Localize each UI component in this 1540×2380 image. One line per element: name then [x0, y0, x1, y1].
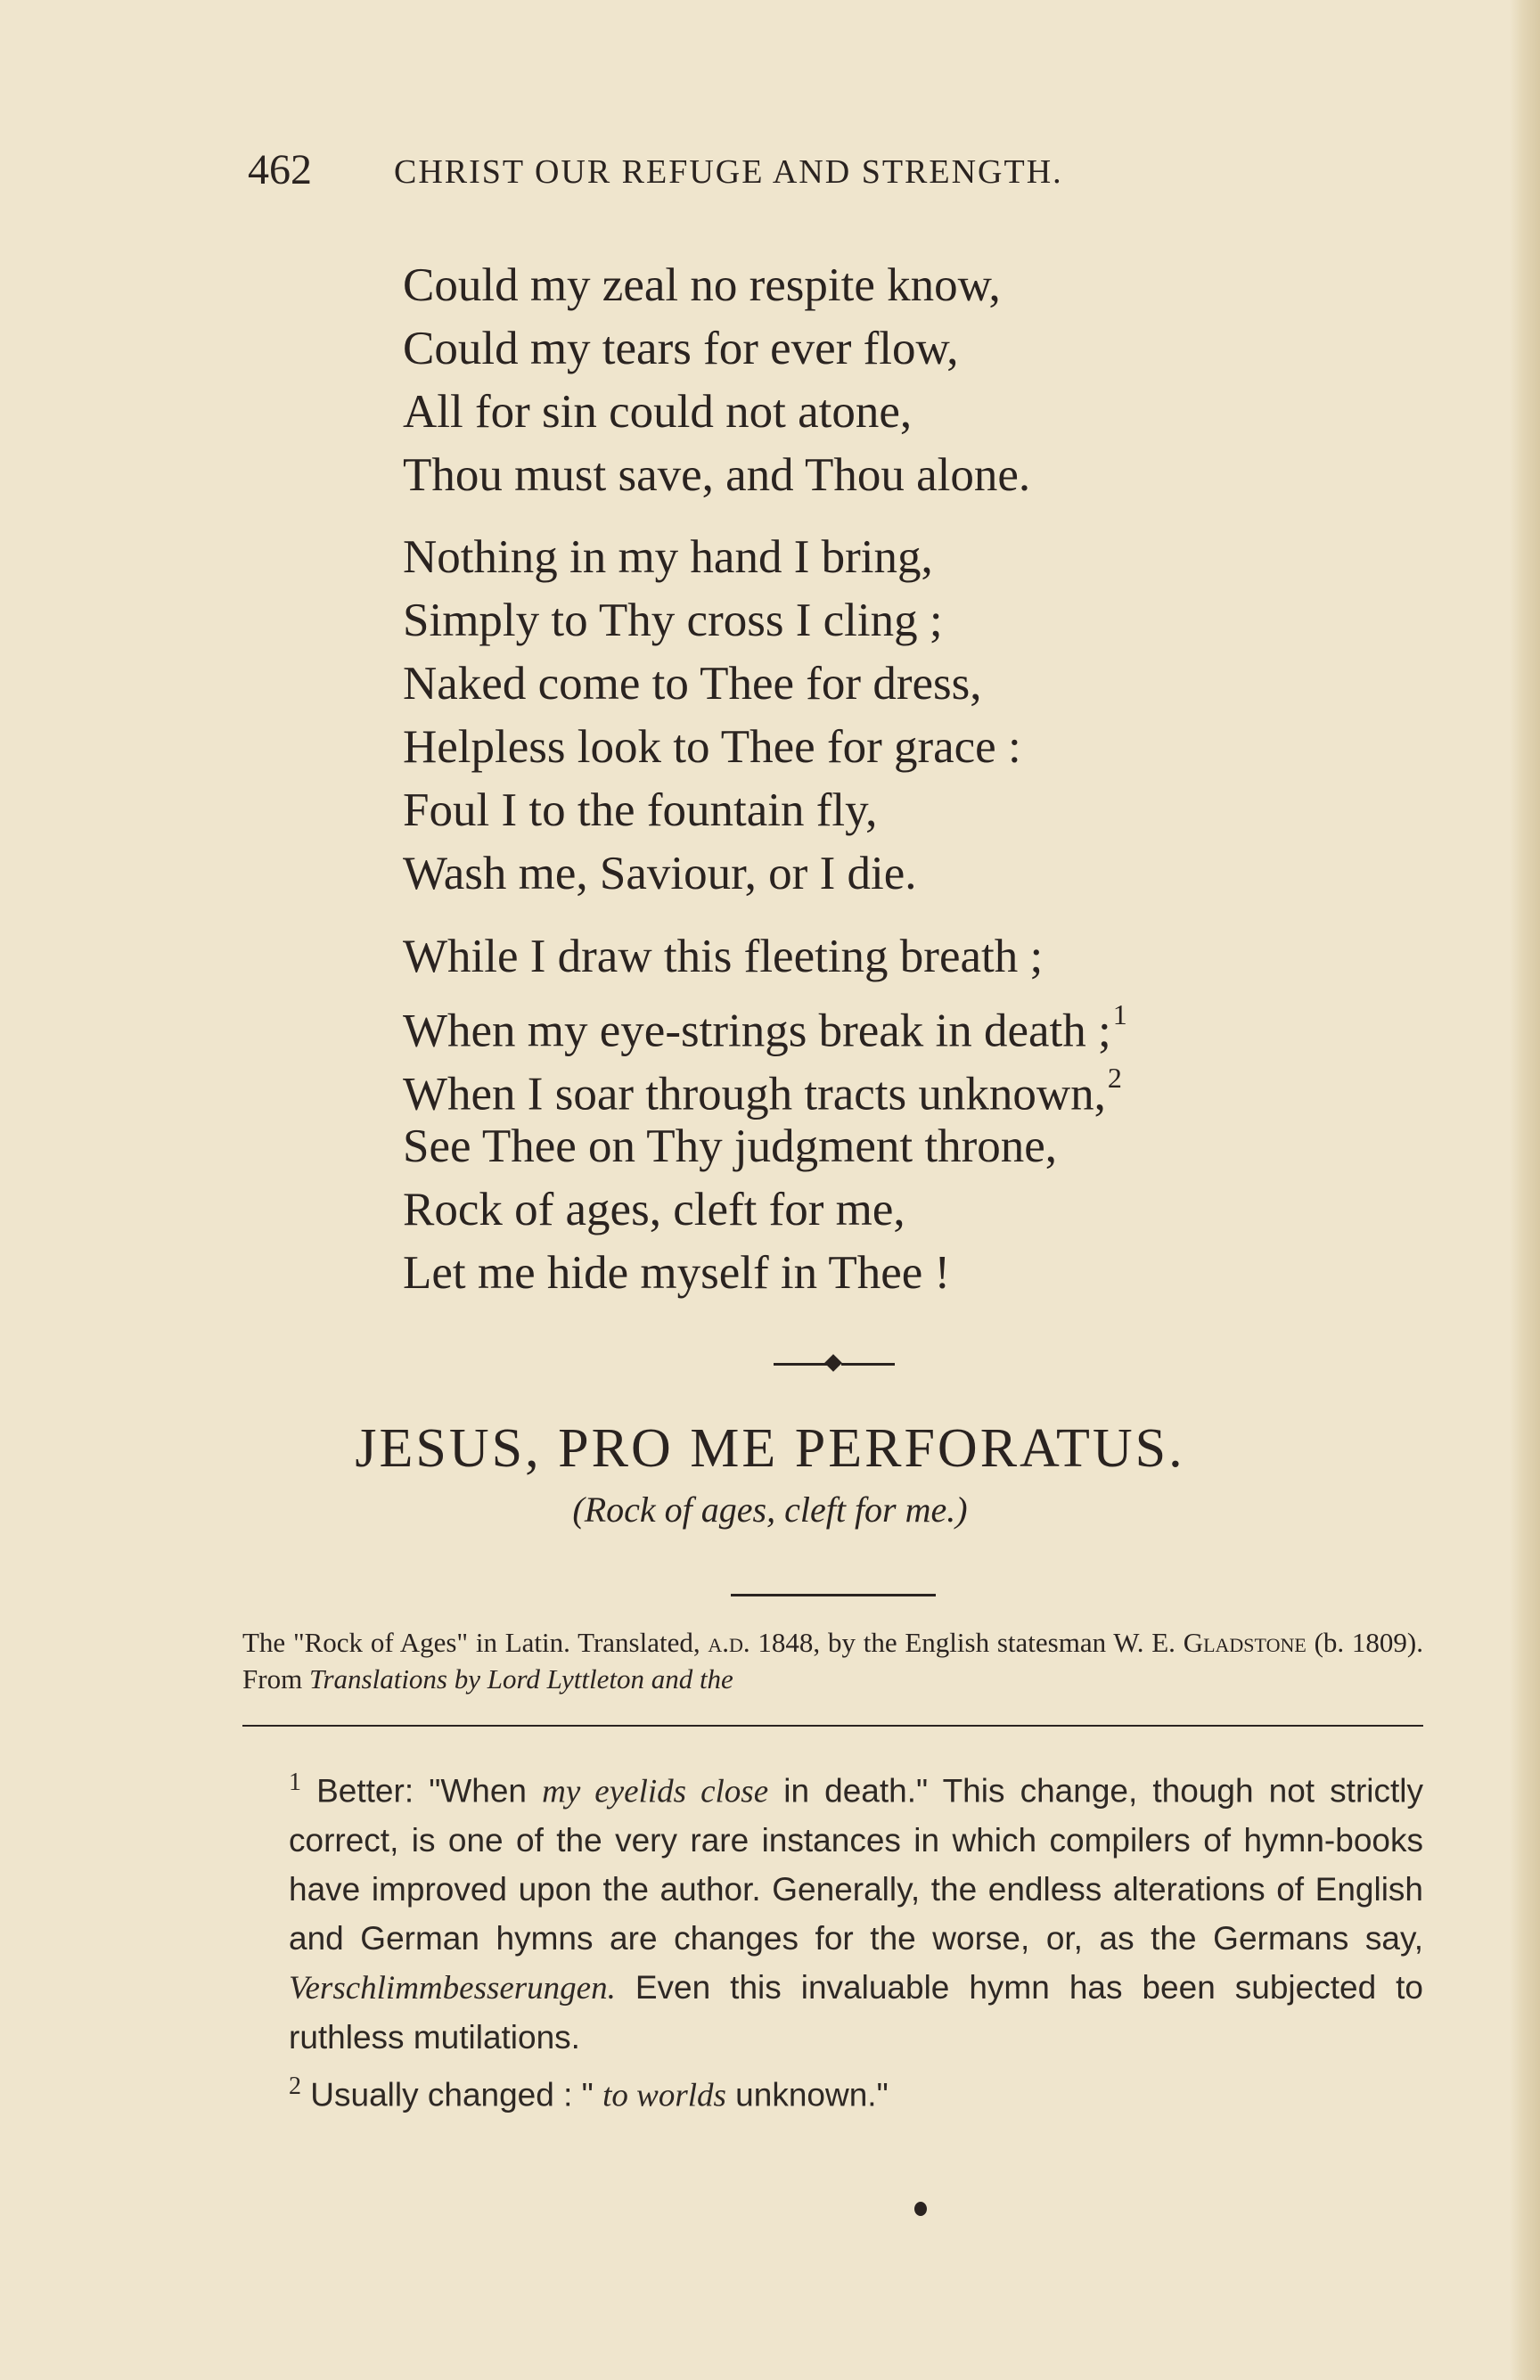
stanza-2 — [403, 526, 1383, 906]
verse-line: Rock of ages, cleft for me, — [403, 1184, 905, 1235]
footnote-1: $^1$ Better: "When my eyelids close in death." This change, though not strictly correct, is one of the very rare instances in which compilers of hymn-books have improved upon the author. Generally, the endless alterations of English and German hymns are changes for the worse, or, as the Germans say, Verschlimmbesserungen. Even this invaluable hymn has been subjected to ruthless mutilations. — [289, 1769, 1423, 2056]
ornament-bar-right — [841, 1363, 895, 1366]
short-rule — [731, 1594, 936, 1596]
ornament-bar-left — [774, 1363, 827, 1366]
verse-line: Nothing in my hand I bring, — [403, 531, 933, 583]
verse-line: Wash me, Saviour, or I die. — [403, 848, 917, 899]
verse-line: All for sin could not atone, — [403, 386, 913, 438]
stanza-1 — [403, 254, 1383, 507]
verse-line: Thou must save, and Thou alone. — [403, 449, 1031, 501]
page-edge-shadow — [1510, 0, 1540, 2380]
page-number: 462 — [248, 146, 312, 193]
verse-line: When my eye-strings break in death ;$^1$ — [403, 998, 1127, 1057]
section-ornament — [774, 1355, 895, 1373]
stanza-3 — [403, 925, 1383, 1305]
verse-line: Let me hide myself in Thee ! — [403, 1247, 951, 1299]
running-title: CHRIST OUR REFUGE AND STRENGTH. — [394, 153, 1063, 191]
hymn-subtitle: (Rock of ages, cleft for me.) — [572, 1490, 968, 1530]
verse-line: See Thee on Thy judgment throne, — [403, 1120, 1058, 1172]
verse-line: Naked come to Thee for dress, — [403, 658, 982, 710]
verse-line: When I soar through tracts unknown,$^2$ — [403, 1062, 1122, 1120]
translation-note: The "Rock of Ages" in Latin. Translated, a.d. 1848, by the English statesman W. E. Gladstone (b. 1809). From Translations by Lord Lyttleton and the — [242, 1627, 1423, 1695]
running-head — [248, 145, 1282, 194]
footnote-ref-1[interactable]: 1 — [1112, 998, 1127, 1030]
verse-line: Could my tears for ever flow, — [403, 323, 959, 374]
verse-line: Helpless look to Thee for grace : — [403, 721, 1021, 773]
verse-line: While I draw this fleeting breath ; — [403, 931, 1044, 982]
footnotes — [242, 1758, 1423, 2121]
verse-line: Simply to Thy cross I cling ; — [403, 595, 943, 646]
hymn-title: JESUS, PRO ME PERFORATUS. — [355, 1418, 1185, 1479]
verse-line: Foul I to the fountain fly, — [403, 784, 878, 836]
footnote-rule — [242, 1725, 1423, 1727]
ink-dot — [914, 2202, 927, 2216]
footnote-ref-2[interactable]: 2 — [1107, 1062, 1122, 1094]
footnote-2: $^2$ Usually changed : " to worlds unknown." — [289, 2072, 889, 2114]
diamond-icon — [824, 1354, 842, 1372]
verse-line: Could my zeal no respite know, — [403, 259, 1001, 311]
